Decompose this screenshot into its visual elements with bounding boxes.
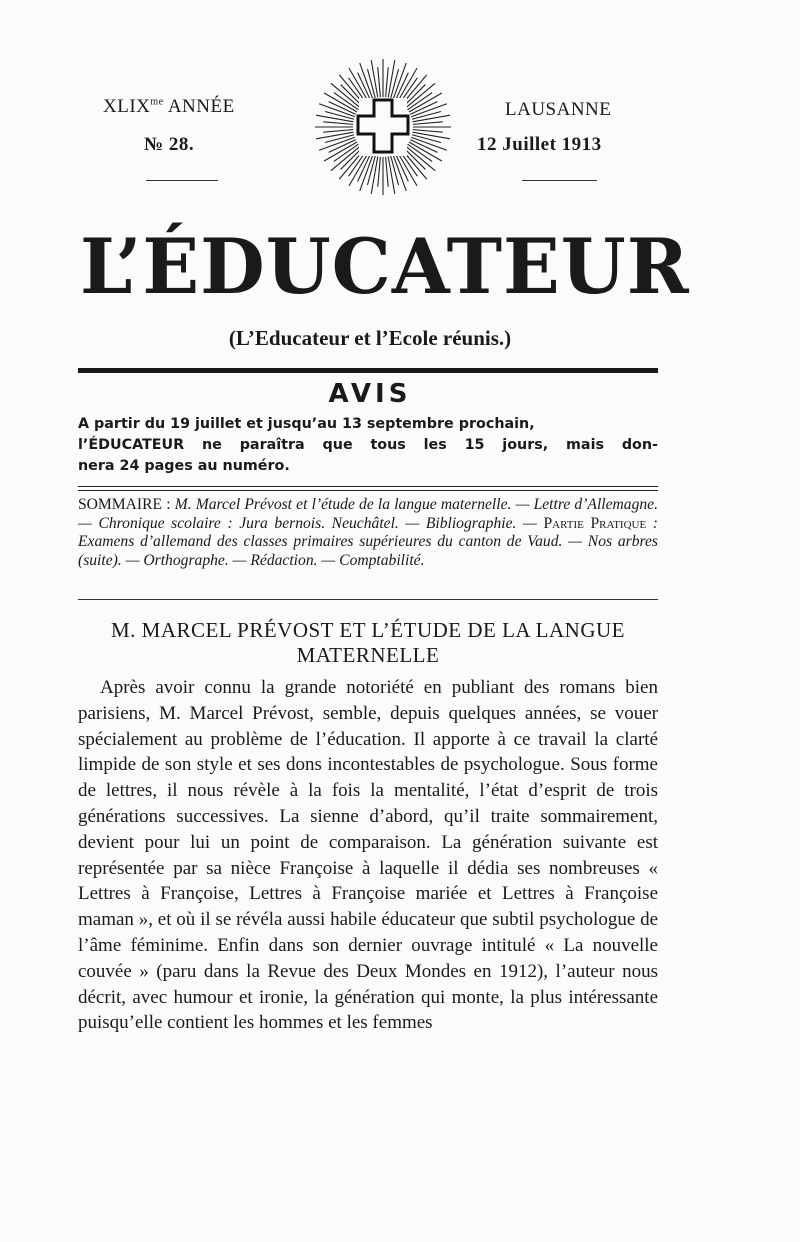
- thick-divider: [78, 368, 658, 373]
- article-body: [78, 675, 658, 1036]
- notice-line: A partir du 19 juillet et jusqu’au 13 septembre prochain,: [78, 416, 535, 432]
- issue-number: № 28.: [144, 134, 195, 155]
- sommaire-items: : Examens d’allemand des classes primaires supérieures du canton de Vaud. — Nos arbres (suite). — Orthographe. — Rédaction. — Comptabilité.: [78, 514, 658, 569]
- issue-date: 12 Juillet 1913: [477, 134, 602, 155]
- article-paragraph: Après avoir connu la grande notoriété en publiant des romans bien parisiens, M. Marcel Prévost, semble, depuis quelques années, se vouer spécialement au problème de l’éducation. Il apporte à ce travail la clarté limpide de son style et ses dons incontestables de psychologue. Sous forme de lettres, il nous révèle à la fois la mentalité, l’état d’esprit de trois générations successives. La sienne d’abord, qu’il traite sommairement, devient pour lui un point de comparaison. La génération suivante est représentée par sa nièce Françoise à laquelle il dédia ses nombreuses « Lettres à Françoise, Lettres à Françoise mariée et Lettres à Françoise maman », et où il se révéla aussi habile éducateur que subtil psychologue de l’âme féminime. Enfin dans son dernier ouvrage intitulé « La nouvelle couvée » (paru dans la Revue des Deux Mondes en 1912), l’auteur nous décrit, avec humour et ironie, la génération qui monte, la plus intéressante puisqu’elle contient les hommes et les femmes: [78, 677, 658, 1034]
- sommaire-label: SOMMAIRE :: [78, 496, 171, 513]
- article-title: M. MARCEL PRÉVOST ET L’ÉTUDE DE LA LANGUE MATERNELLE: [111, 618, 625, 667]
- city: LAUSANNE: [505, 99, 612, 120]
- notice-title: AVIS: [328, 379, 412, 409]
- notice-line: l’ÉDUCATEUR ne paraîtra que tous les 15 jours, mais don-: [78, 437, 658, 453]
- swiss-cross-sunburst-icon: [313, 57, 453, 197]
- double-divider: [78, 486, 658, 491]
- masthead-title: L’ÉDUCATEUR: [80, 222, 690, 311]
- notice-line: nera 24 pages au numéro.: [78, 458, 290, 474]
- masthead-subtitle: (L’Educateur et l’Ecole réunis.): [228, 326, 512, 350]
- divider: [78, 599, 658, 600]
- sommaire-partie-label: Partie Pratique: [543, 514, 647, 532]
- divider: [522, 180, 597, 181]
- divider: [146, 180, 218, 181]
- table-of-contents: [78, 496, 658, 570]
- sommaire-items: M. Marcel Prévost et l’étude de la langue maternelle. — Lettre d’Allemagne. — Chronique scolaire : Jura bernois. Neuchâtel. — Bibliographie. —: [78, 496, 658, 532]
- notice-text: [78, 414, 658, 477]
- year-label: $XLIX^{me}$ ANNÉE: [103, 96, 235, 117]
